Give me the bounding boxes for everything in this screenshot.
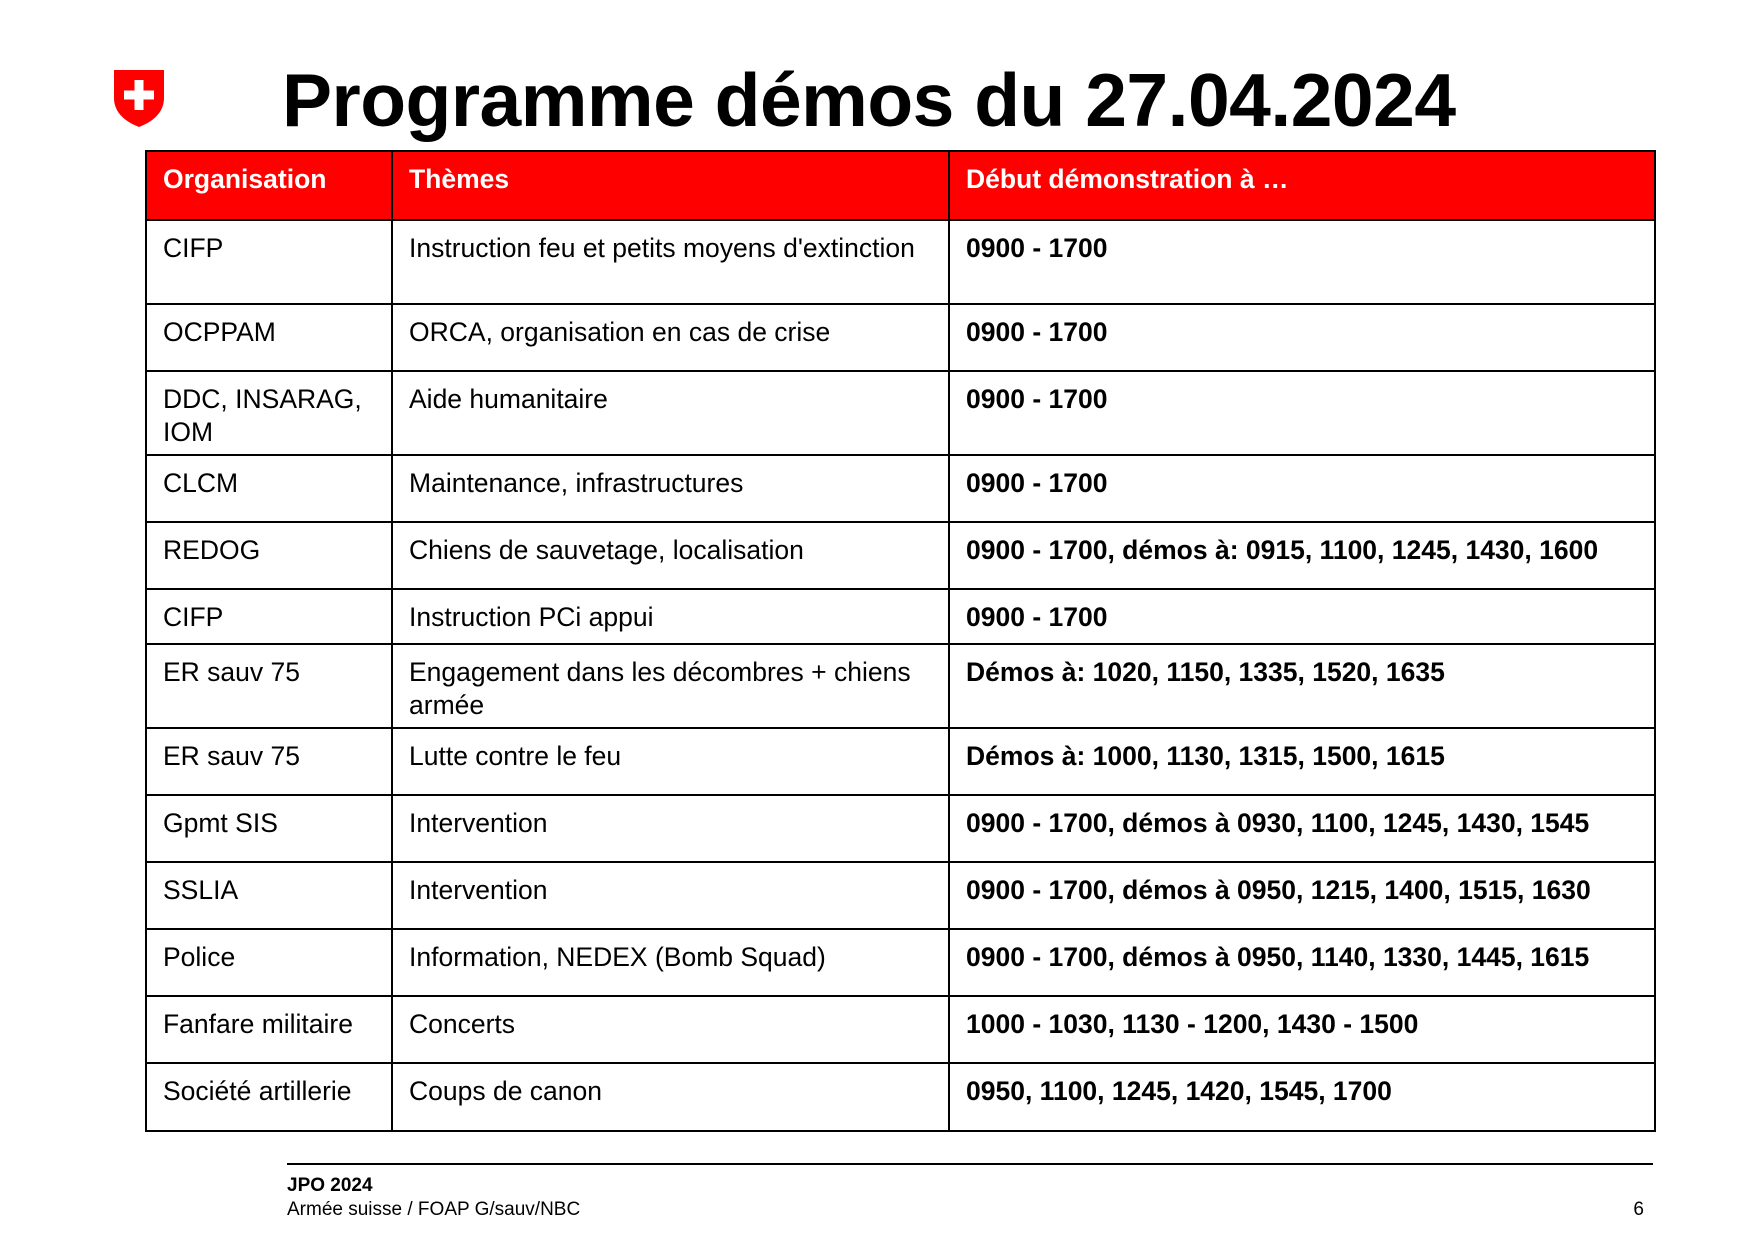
table-row: [146, 522, 1655, 589]
organisation-cell: Fanfare militaire: [146, 996, 392, 1063]
organisation-cell: CIFP: [146, 589, 392, 644]
table-row: [146, 728, 1655, 795]
organisation-cell: ER sauv 75: [146, 644, 392, 728]
theme-cell: Engagement dans les décombres + chiens armée: [392, 644, 949, 728]
theme-cell: Aide humanitaire: [392, 371, 949, 455]
organisation-cell: REDOG: [146, 522, 392, 589]
time-cell: 0900 - 1700: [949, 455, 1655, 522]
time-cell: 0900 - 1700, démos à: 0915, 1100, 1245, 1430, 1600: [949, 522, 1655, 589]
theme-cell: Instruction feu et petits moyens d'extinction: [392, 220, 949, 304]
table-row: [146, 371, 1655, 455]
theme-cell: Intervention: [392, 795, 949, 862]
time-cell: 1000 - 1030, 1130 - 1200, 1430 - 1500: [949, 996, 1655, 1063]
time-cell: 0900 - 1700: [949, 371, 1655, 455]
table-row: [146, 1063, 1655, 1131]
theme-cell: Instruction PCi appui: [392, 589, 949, 644]
organisation-cell: ER sauv 75: [146, 728, 392, 795]
footer-title: JPO 2024: [287, 1175, 373, 1196]
footer-divider: [287, 1163, 1653, 1165]
time-cell: 0900 - 1700, démos à 0950, 1215, 1400, 1515, 1630: [949, 862, 1655, 929]
time-cell: 0900 - 1700: [949, 589, 1655, 644]
footer-subtitle: Armée suisse / FOAP G/sauv/NBC: [287, 1199, 581, 1220]
time-cell: Démos à: 1000, 1130, 1315, 1500, 1615: [949, 728, 1655, 795]
table-row: [146, 304, 1655, 371]
theme-cell: Coups de canon: [392, 1063, 949, 1131]
theme-cell: Lutte contre le feu: [392, 728, 949, 795]
swiss-coat-of-arms-icon: [112, 68, 166, 128]
table-row: [146, 996, 1655, 1063]
table-row: [146, 862, 1655, 929]
page-title: Programme démos du 27.04.2024: [282, 58, 1456, 142]
organisation-cell: Société artillerie: [146, 1063, 392, 1131]
table-row: [146, 644, 1655, 728]
time-cell: Démos à: 1020, 1150, 1335, 1520, 1635: [949, 644, 1655, 728]
table-row: [146, 929, 1655, 996]
theme-cell: Intervention: [392, 862, 949, 929]
organisation-cell: SSLIA: [146, 862, 392, 929]
column-header-debut: Début démonstration à …: [949, 151, 1655, 220]
organisation-cell: Gpmt SIS: [146, 795, 392, 862]
organisation-cell: DDC, INSARAG, IOM: [146, 371, 392, 455]
theme-cell: Concerts: [392, 996, 949, 1063]
organisation-cell: CIFP: [146, 220, 392, 304]
time-cell: 0900 - 1700: [949, 220, 1655, 304]
table-row: [146, 455, 1655, 522]
theme-cell: Chiens de sauvetage, localisation: [392, 522, 949, 589]
organisation-cell: Police: [146, 929, 392, 996]
theme-cell: Information, NEDEX (Bomb Squad): [392, 929, 949, 996]
theme-cell: Maintenance, infrastructures: [392, 455, 949, 522]
page-number: 6: [1633, 1199, 1644, 1220]
table-row: [146, 795, 1655, 862]
organisation-cell: OCPPAM: [146, 304, 392, 371]
column-header-themes: Thèmes: [392, 151, 949, 220]
demo-schedule-table: [145, 150, 1656, 1132]
theme-cell: ORCA, organisation en cas de crise: [392, 304, 949, 371]
table-row: [146, 220, 1655, 304]
time-cell: 0950, 1100, 1245, 1420, 1545, 1700: [949, 1063, 1655, 1131]
time-cell: 0900 - 1700, démos à 0930, 1100, 1245, 1430, 1545: [949, 795, 1655, 862]
organisation-cell: CLCM: [146, 455, 392, 522]
table-header-row: [146, 151, 1655, 220]
column-header-organisation: Organisation: [146, 151, 392, 220]
time-cell: 0900 - 1700: [949, 304, 1655, 371]
time-cell: 0900 - 1700, démos à 0950, 1140, 1330, 1445, 1615: [949, 929, 1655, 996]
table-row: [146, 589, 1655, 644]
